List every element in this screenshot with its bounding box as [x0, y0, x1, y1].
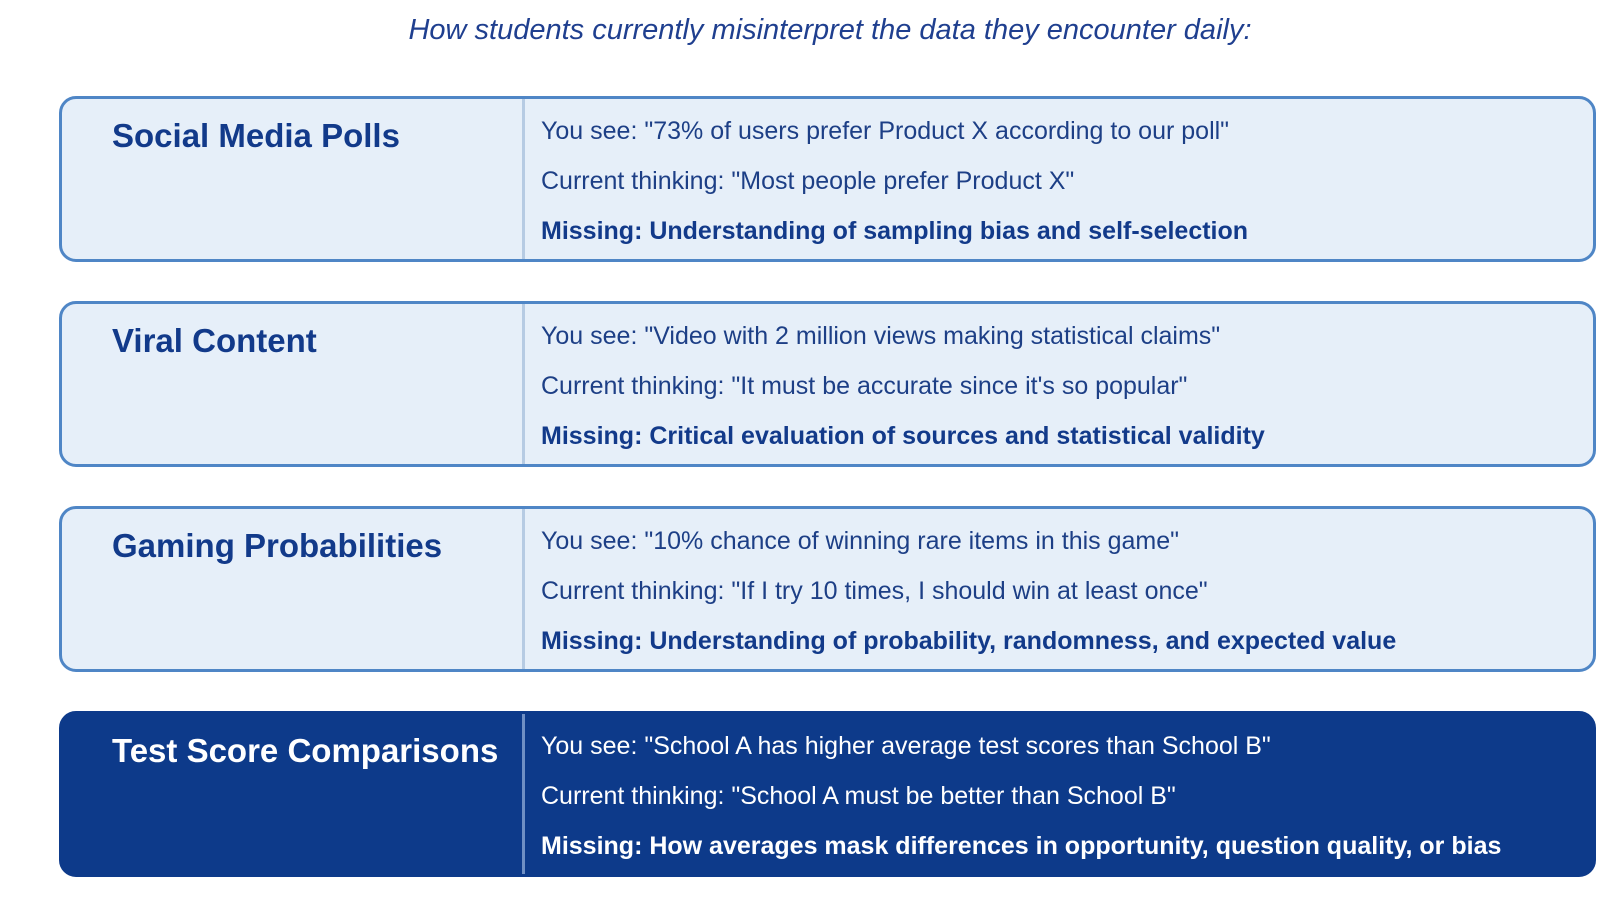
card-title: Gaming Probabilities — [112, 527, 443, 564]
current-thinking-text: Current thinking: "Most people prefer Product X" — [541, 167, 1075, 195]
card-title: Social Media Polls — [112, 117, 400, 154]
missing-text: Missing: How averages mask differences in opportunity, question quality, or bias — [541, 832, 1502, 860]
missing-text: Missing: Critical evaluation of sources and statistical validity — [541, 422, 1265, 450]
card-divider — [522, 304, 525, 464]
card-title: Test Score Comparisons — [112, 732, 499, 769]
you-see-text: You see: "School A has higher average test scores than School B" — [541, 732, 1271, 760]
you-see-text: You see: "Video with 2 million views making statistical claims" — [541, 322, 1221, 350]
slide-subtitle: How students currently misinterpret the data they encounter daily: — [408, 14, 1252, 46]
current-thinking-text: Current thinking: "If I try 10 times, I should win at least once" — [541, 577, 1208, 605]
card-gaming-probabilities — [59, 506, 1596, 672]
card-test-score-comparisons — [59, 711, 1596, 877]
card-divider — [522, 714, 525, 874]
card-divider — [522, 509, 525, 669]
card-title: Viral Content — [112, 322, 317, 359]
you-see-text: You see: "73% of users prefer Product X according to our poll" — [541, 117, 1230, 145]
card-divider — [522, 99, 525, 259]
missing-text: Missing: Understanding of sampling bias and self-selection — [541, 217, 1249, 245]
missing-text: Missing: Understanding of probability, randomness, and expected value — [541, 627, 1397, 655]
current-thinking-text: Current thinking: "It must be accurate since it's so popular" — [541, 372, 1188, 400]
card-viral-content — [59, 301, 1596, 467]
current-thinking-text: Current thinking: "School A must be better than School B" — [541, 782, 1176, 810]
card-social-media-polls — [59, 96, 1596, 262]
you-see-text: You see: "10% chance of winning rare items in this game" — [541, 527, 1180, 555]
